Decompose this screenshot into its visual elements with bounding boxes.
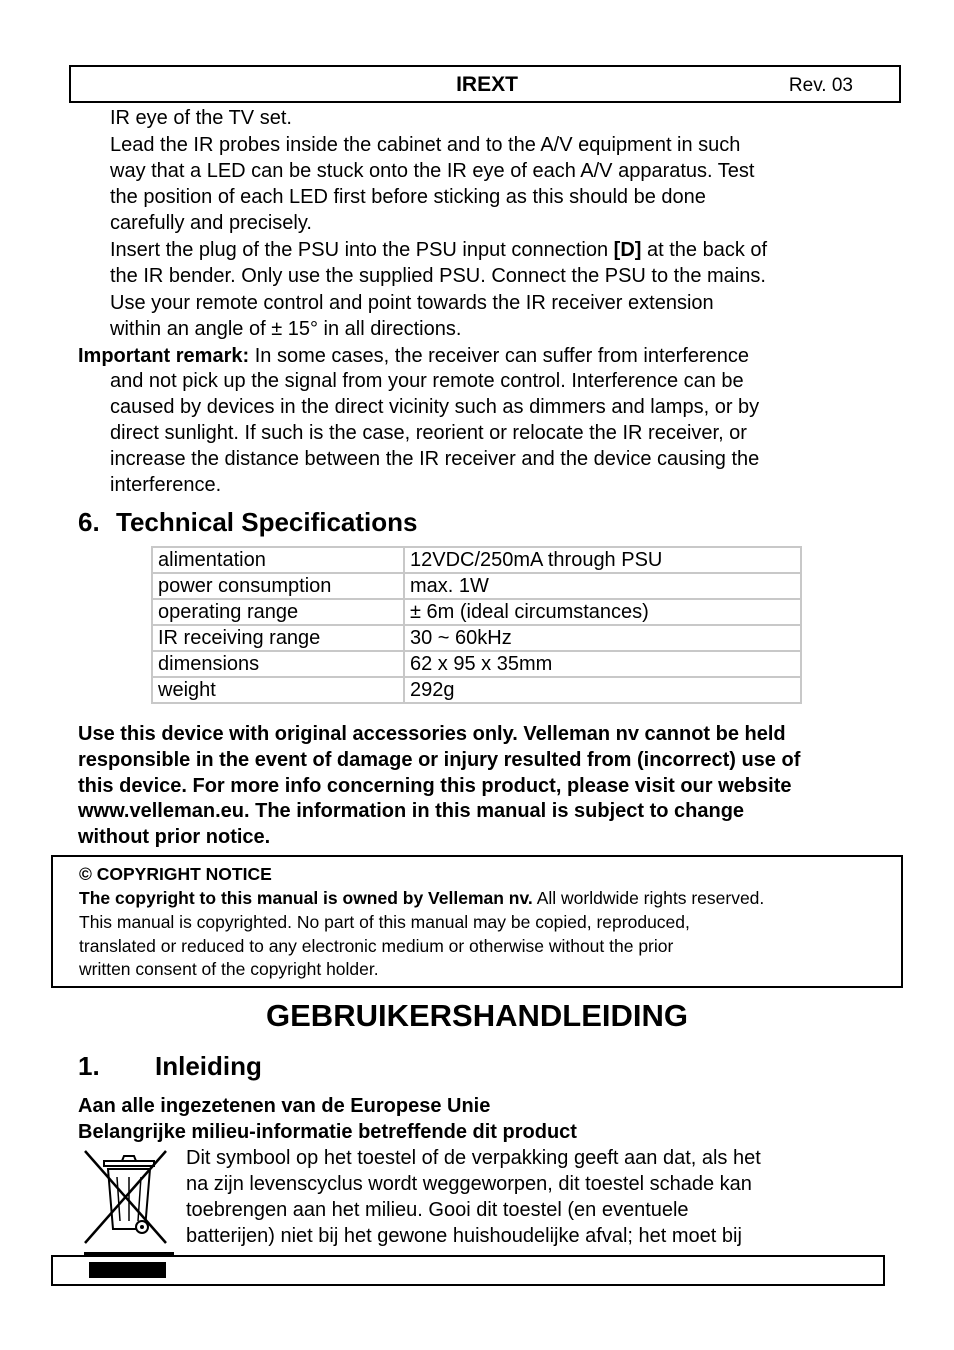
text-line: within an angle of ± 15° in all directions. [110,318,462,340]
psu-instruction-line [110,237,767,263]
remark-label: Important remark: [78,345,250,367]
subheading: Aan alle ingezetenen van de Europese Unie [78,1095,491,1117]
table-row [152,651,801,677]
text-line: the IR bender. Only use the supplied PSU. Connect the PSU to the mains. [110,265,766,287]
text-span: In some cases, the receiver can suffer from interference [249,345,750,367]
text-line: Use this device with original accessories only. Velleman nv cannot be held [78,723,786,745]
text-line: This manual is copyrighted. No part of this manual may be copied, reproduced, [79,912,690,932]
text-line: direct sunlight. If such is the case, reorient or relocate the IR receiver, or [110,422,747,444]
copyright-notice-box [51,855,903,988]
connector-reference: [D] [613,239,642,261]
spec-label: weight [152,677,404,703]
text-line: toebrengen aan het milieu. Gooi dit toestel (en eventuele [186,1199,689,1221]
subheading: Belangrijke milieu-informatie betreffende dit product [78,1121,577,1143]
text-line: increase the distance between the IR receiver and the device causing the [110,448,760,470]
text-line: Use your remote control and point towards the IR receiver extension [110,292,714,314]
spec-label: dimensions [152,651,404,677]
text-line: written consent of the copyright holder. [79,959,379,979]
remark-first-line [78,343,749,369]
table-row [152,573,801,599]
spec-value: 12VDC/250mA through PSU [404,547,801,573]
text-line: na zijn levenscyclus wordt weggeworpen, dit toestel schade kan [186,1173,752,1195]
table-row [152,599,801,625]
text-line: interference. [110,474,222,496]
section-heading-specs [78,507,418,538]
spec-value: max. 1W [404,573,801,599]
spec-value: 30 ~ 60kHz [404,625,801,651]
text-line: responsible in the event of damage or injury resulted from (incorrect) use of [78,749,801,771]
table-row [152,677,801,703]
text-line: translated or reduced to any electronic medium or otherwise without the prior [79,936,674,956]
header-revision: Rev. 03 [788,75,853,96]
spec-value: 62 x 95 x 35mm [404,651,801,677]
text-line: www.velleman.eu. The information in this manual is subject to change [78,800,745,822]
text-line: batterijen) niet bij het gewone huishoudelijke afval; het moet bij [186,1225,742,1247]
copyright-owner-line [79,886,764,910]
text-span: Insert the plug of the PSU into the PSU input connection [110,239,614,261]
section-title: Technical Specifications [116,507,418,537]
table-row [152,547,801,573]
text-line: Lead the IR probes inside the cabinet and to the A/V equipment in such [110,134,741,156]
spec-label: power consumption [152,573,404,599]
manual-title: GEBRUIKERSHANDLEIDING [266,998,688,1033]
section-number: 6. [78,507,100,537]
spec-value: 292g [404,677,801,703]
copyright-title: © COPYRIGHT NOTICE [79,864,272,884]
page-header [69,65,901,103]
spec-label: IR receiving range [152,625,404,651]
spec-label: alimentation [152,547,404,573]
section-number: 1. [78,1051,100,1081]
text-line: and not pick up the signal from your remote control. Interference can be [110,370,744,392]
text-line: Dit symbool op het toestel of de verpakking geeft aan dat, als het [186,1147,761,1169]
spec-value: ± 6m (ideal circumstances) [404,599,801,625]
text-line: carefully and precisely. [110,212,312,234]
text-line: this device. For more info concerning this product, please visit our website [78,775,792,797]
text-span: All worldwide rights reserved. [532,888,765,908]
text-line: way that a LED can be stuck onto the IR eye of each A/V apparatus. Test [110,160,755,182]
copyright-owner: The copyright to this manual is owned by Velleman nv. [79,888,533,908]
text-span: at the back of [641,239,768,261]
header-title: IREXT [456,73,518,96]
section-heading-intro [78,1051,262,1082]
section-title: Inleiding [155,1051,262,1081]
specifications-table [151,546,802,704]
text-line: without prior notice. [78,826,271,848]
text-line: the position of each LED first before sticking as this should be done [110,186,706,208]
text-line: IR eye of the TV set. [110,107,292,129]
footer-black-bar [89,1262,166,1278]
weee-crossed-bin-icon [82,1147,172,1257]
table-row [152,625,801,651]
text-line: caused by devices in the direct vicinity such as dimmers and lamps, or by [110,396,760,418]
page-footer [51,1255,885,1286]
spec-label: operating range [152,599,404,625]
